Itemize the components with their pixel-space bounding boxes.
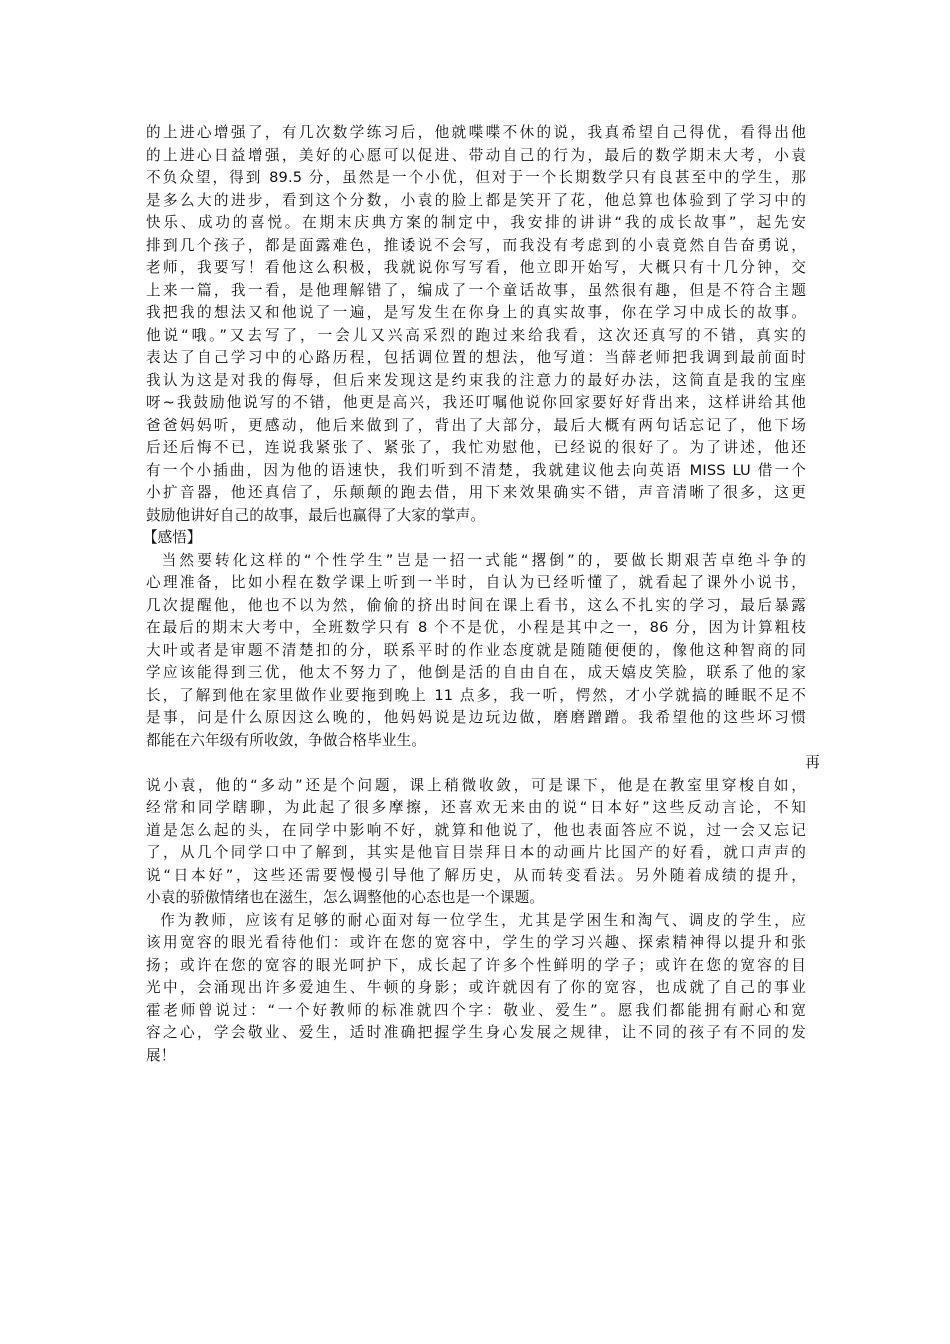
text-line: 霍老师曾说过：“一个好教师的标准就四个字：敬业、爱生”。愿我们都能拥有耐心和宽 <box>146 1001 806 1019</box>
text-line: 鼓励他讲好自己的故事，最后也赢得了大家的掌声。 <box>146 506 486 524</box>
text-line: 上来一篇，我一看，是他理解错了，编成了一个童话故事，虽然很有趣，但是不符合主题 <box>146 281 806 299</box>
text-line: 他说“哦。”又去写了，一会儿又兴高采烈的跑过来给我看，这次还真写的不错，真实的 <box>146 326 806 344</box>
text-line: 长，了解到他在家里做作业要拖到晚上 11 点多，我一听，愕然，才小学就搞的睡眠不足不 <box>146 686 806 704</box>
paragraph-xiaoyuan <box>146 775 806 910</box>
text-line: 作为教师，应该有足够的耐心面对每一位学生，尤其是学困生和淘气、调皮的学生，应 <box>146 911 806 929</box>
text-line: 说“日本好”，这些还需要慢慢引导他了解历史，从而转变看法。另外随着成绩的提升， <box>146 866 806 884</box>
text-line: 心理准备，比如小程在数学课上听到一半时，自认为已经听懂了，就看起了课外小说书， <box>146 574 806 591</box>
text-line: 展！ <box>146 1046 176 1064</box>
text-line: 小扩音器，他还真信了，乐颠颠的跑去借，用下来效果确实不错，声音清晰了很多，这更 <box>146 484 806 501</box>
text-line: 的上进心日益增强，美好的心愿可以促进、带动自己的行为，最后的数学期末大考，小袁 <box>146 146 806 164</box>
text-line: 都能在六年级有所收敛，争做合格毕业生。 <box>146 731 427 749</box>
text-line: 是事，问是什么原因这么晚的，他妈妈说是边玩边做，磨磨蹭蹭。我希望他的这些坏习惯 <box>146 709 806 726</box>
text-line: 不负众望，得到 89.5 分，虽然是一个小优，但对于一个长期数学只有良甚至中的学生，那 <box>146 169 806 186</box>
text-line: 呀~我鼓励他说写的不错，他更是高兴，我还叮嘱他说你回家要好好背出来，这样讲给其他 <box>146 394 806 411</box>
text-line: 了，从几个同学口中了解到，其实是他盲目崇拜日本的动画片比国产的好看，就口声声的 <box>146 844 806 861</box>
text-line: 说小袁，他的“多动”还是个问题，课上稍微收敛，可是课下，他是在教室里穿梭自如， <box>146 776 806 794</box>
text-line: 经常和同学瞎聊，为此起了很多摩擦，还喜欢无来由的说“日本好”这些反动言论，不知 <box>146 799 806 816</box>
text-line: 我把我的想法又和他说了一遍，是写发生在你身上的真实故事，你在学习中成长的故事。 <box>146 304 806 321</box>
text-line: 容之心，学会敬业、爱生，适时准确把握学生身心发展之规律，让不同的孩子有不同的发 <box>146 1024 806 1041</box>
text-line: 爸爸妈妈听，更感动，他后来做到了，背出了大部分，最后大概有两句话忘记了，他下场 <box>146 416 806 434</box>
text-line: 表达了自己学习中的心路历程，包括调位置的想法，他写道：当薛老师把我调到最前面时 <box>146 349 806 366</box>
text-line: 道是怎么起的头，在同学中影响不好，就算和他说了，他也表面答应不说，过一会又忘记 <box>146 821 806 839</box>
section-heading: 【感悟】 <box>143 529 202 546</box>
text-line: 老师，我要写！看他这么积极，我就说你写写看，他立即开始写，大概只有十几分钟，交 <box>146 259 806 276</box>
text-line: 我认为这是对我的侮辱，但后来发现这是约束我的注意力的最好办法，这简直是我的宝座 <box>146 371 806 389</box>
paragraph-start-char: 再 <box>805 754 820 771</box>
text-line: 快乐、成功的喜悦。在期末庆典方案的制定中，我安排的讲讲“我的成长故事”，起先安 <box>146 214 806 231</box>
text-line: 大叶或者是审题不清楚扣的分，联系平时的作业态度就是随随便便的，像他这种智商的同 <box>146 641 806 659</box>
document-text <box>143 122 820 1067</box>
text-line: 当然要转化这样的“个性学生”岂是一招一式能“撂倒”的，要做长期艰苦卓绝斗争的 <box>146 551 806 569</box>
text-line: 的上进心增强了，有几次数学练习后，他就喋喋不休的说，我真希望自己得优，看得出他 <box>146 124 806 141</box>
text-line: 小袁的骄傲情绪也在滋生，怎么调整他的心态也是一个课题。 <box>146 889 545 906</box>
text-line: 有一个小插曲，因为他的语速快，我们听到不清楚，我就建议他去向英语 MISS LU 借一个 <box>146 461 806 479</box>
text-line: 几次提醒他，他也不以为然，偷偷的挤出时间在课上看书，这么不扎实的学习，最后暴露 <box>146 596 806 614</box>
text-line: 学应该能得到三优，他太不努力了，他倒是活的自由自在，成天嬉皮笑脸，联系了他的家 <box>146 664 806 681</box>
paragraph-reflection <box>146 550 806 753</box>
paragraph-conclusion <box>146 910 806 1068</box>
text-line: 后还后悔不已，连说我紧张了、紧张了，我忙劝慰他，已经说的很好了。为了讲述，他还 <box>146 439 806 456</box>
text-line: 排到几个孩子，都是面露难色，推诿说不会写，而我没有考虑到的小袁竟然自告奋勇说， <box>146 236 806 254</box>
text-line: 光中，会涌现出许多爱迪生、牛顿的身影；或许就因有了你的宽容，也成就了自己的事业 <box>146 979 806 996</box>
text-line: 在最后的期末大考中，全班数学只有 8 个不是优，小程是其中之一，86 分，因为计算粗枝 <box>146 619 806 636</box>
text-line: 是多么大的进步，看到这个分数，小袁的脸上都是笑开了花，他总算也体验到了学习中的 <box>146 191 806 209</box>
text-line: 该用宽容的眼光看待他们：或许在您的宽容中，学生的学习兴趣、探索精神得以提升和张 <box>146 934 806 951</box>
paragraph-story <box>146 122 806 527</box>
text-line: 扬；或许在您的宽容的眼光呵护下，成长起了许多个性鲜明的学子；或许在您的宽容的目 <box>146 956 806 974</box>
